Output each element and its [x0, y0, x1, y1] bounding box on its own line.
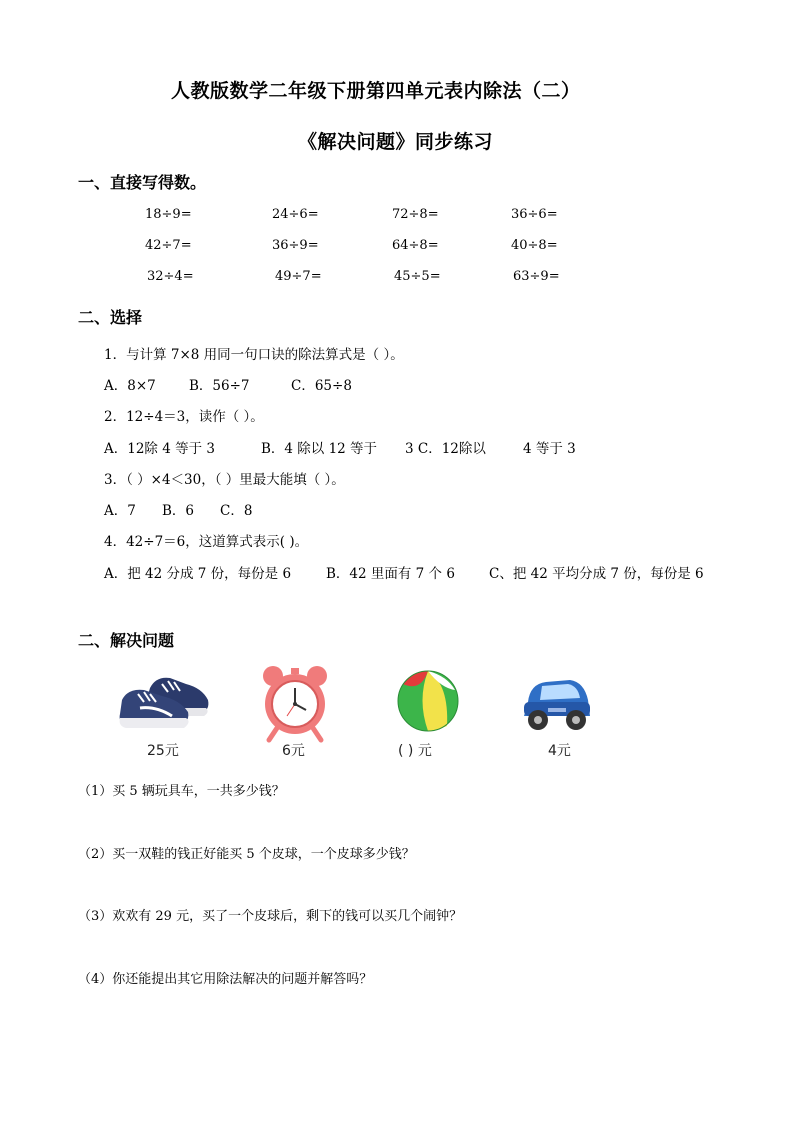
price-label-car: 4元 [548, 743, 571, 759]
calc-item: 36÷6= [511, 207, 558, 222]
question-3: 3．（ ）×4＜30，（ ）里最大能填（ ）。 [104, 472, 345, 488]
calc-item: 45÷5= [394, 269, 441, 284]
option-c: C、把 42 平均分成 7 份，每份是 6 [489, 566, 704, 582]
question-2: 2．12÷4＝3，读作（ ）。 [104, 409, 264, 425]
option-a: A．12除 4 等于 3 [104, 441, 215, 457]
shoes-icon [116, 670, 212, 732]
section-heading-choice: 二、选择 [78, 308, 143, 327]
word-problem-4: （4）你还能提出其它用除法解决的问题并解答吗？ [78, 972, 373, 987]
section-heading-word-problems: 二、解决问题 [78, 631, 175, 650]
option-b: B．42 里面有 7 个 6 [326, 566, 455, 582]
page-subtitle: 《解决问题》同步练习 [298, 131, 494, 153]
section-heading-mental-math: 一、直接写得数。 [78, 173, 207, 192]
price-label-clock: 6元 [282, 743, 305, 759]
calc-item: 42÷7= [145, 238, 192, 253]
toy-car-icon [520, 672, 594, 734]
word-problem-2: （2）买一双鞋的钱正好能买 5 个皮球，一个皮球多少钱？ [78, 847, 415, 862]
beach-ball-icon [397, 670, 459, 732]
option-b: B．6 [162, 503, 195, 519]
option-a: A．7 [104, 503, 136, 519]
alarm-clock-icon [259, 662, 331, 742]
option-a: A．8×7 [104, 378, 156, 394]
page-title: 人教版数学二年级下册第四单元表内除法（二） [171, 80, 581, 102]
word-problem-1: （1）买 5 辆玩具车，一共多少钱？ [78, 784, 285, 799]
calc-item: 36÷9= [272, 238, 319, 253]
option-c: C．8 [220, 503, 253, 519]
calc-item: 72÷8= [392, 207, 439, 222]
option-c-tail: 4 等于 3 [523, 441, 576, 457]
calc-item: 18÷9= [145, 207, 192, 222]
question-4: 4．42÷7＝6，这道算式表示( )。 [104, 534, 309, 550]
option-b: B．56÷7 [189, 378, 250, 394]
question-1: 1．与计算 7×8 用同一句口诀的除法算式是（ ）。 [104, 347, 404, 363]
calc-item: 32÷4= [147, 269, 194, 284]
option-b: B．4 除以 12 等于 [261, 441, 378, 457]
calc-item: 63÷9= [513, 269, 560, 284]
calc-item: 49÷7= [275, 269, 322, 284]
price-label-ball: ( ) 元 [398, 743, 432, 759]
calc-item: 24÷6= [272, 207, 319, 222]
calc-item: 64÷8= [392, 238, 439, 253]
option-c: C．65÷8 [291, 378, 352, 394]
calc-item: 40÷8= [511, 238, 558, 253]
word-problem-3: （3）欢欢有 29 元，买了一个皮球后，剩下的钱可以买几个闹钟？ [78, 909, 463, 924]
option-a: A．把 42 分成 7 份，每份是 6 [104, 566, 292, 582]
option-c: 3 C．12除以 [405, 441, 486, 457]
price-label-shoes: 25元 [147, 743, 179, 759]
